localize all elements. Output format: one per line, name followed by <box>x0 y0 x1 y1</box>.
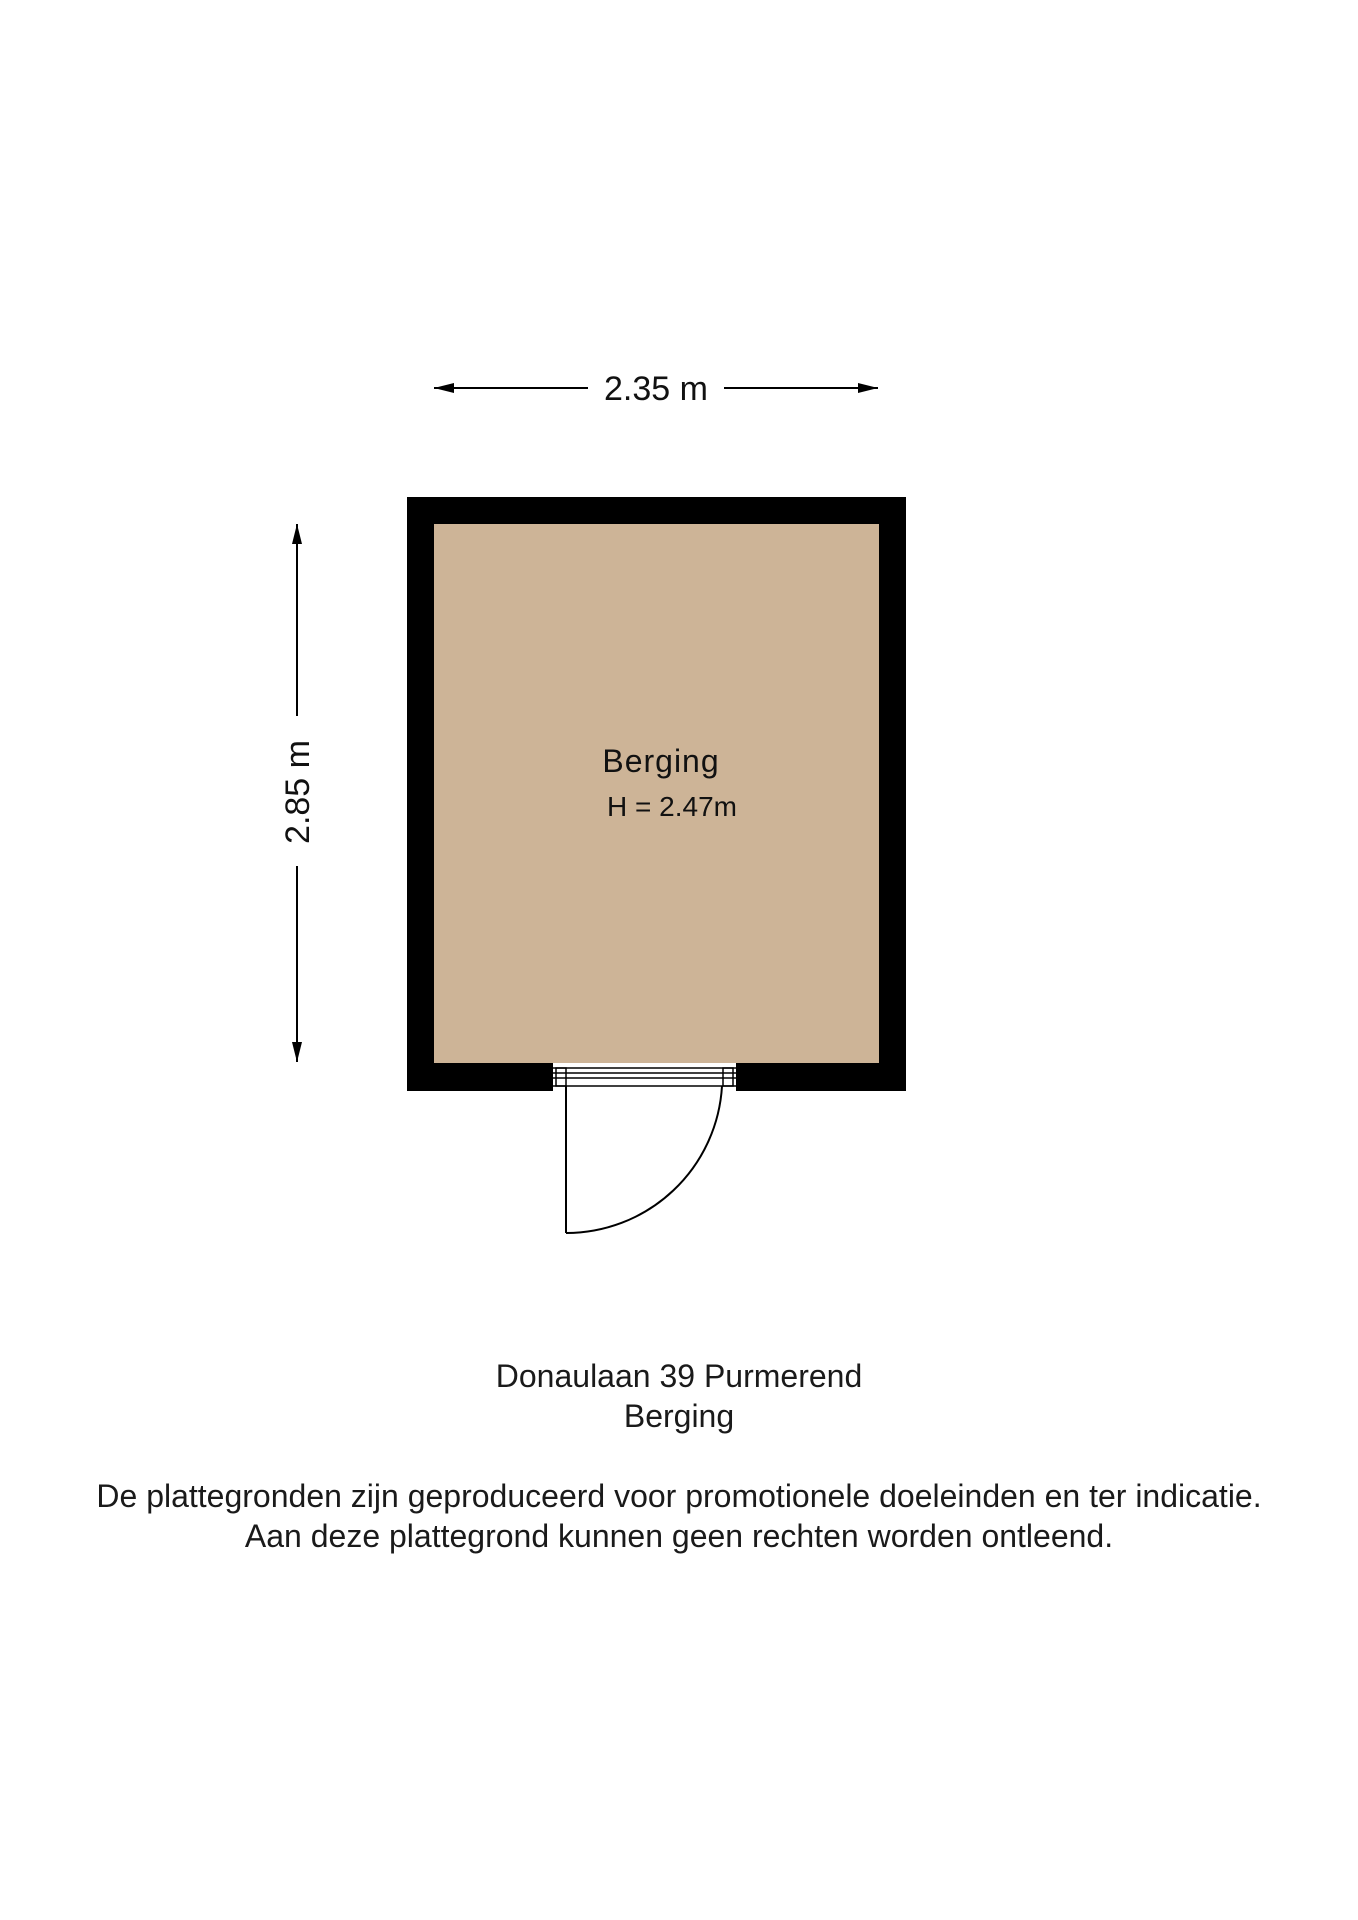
door-swing <box>566 1086 722 1233</box>
depth-dimension <box>279 524 317 1062</box>
depth-dimension-label: 2.85 m <box>279 740 317 844</box>
room-name-label: Berging <box>602 743 720 779</box>
width-dimension-label: 2.35 m <box>604 370 708 408</box>
door-opening <box>553 1063 736 1091</box>
disclaimer-line-1: De plattegronden zijn geproduceerd voor promotionele doeleinden en ter indicatie. <box>96 1478 1262 1514</box>
room-berging <box>407 497 906 1233</box>
floor-name-caption: Berging <box>623 1398 735 1434</box>
width-dimension <box>434 370 878 408</box>
room-height-label: H = 2.47m <box>607 791 737 822</box>
door-swing-arc <box>566 1086 722 1233</box>
address-caption: Donaulaan 39 Purmerend <box>495 1358 863 1394</box>
disclaimer-line-2: Aan deze plattegrond kunnen geen rechten worden ontleend. <box>244 1518 1114 1554</box>
